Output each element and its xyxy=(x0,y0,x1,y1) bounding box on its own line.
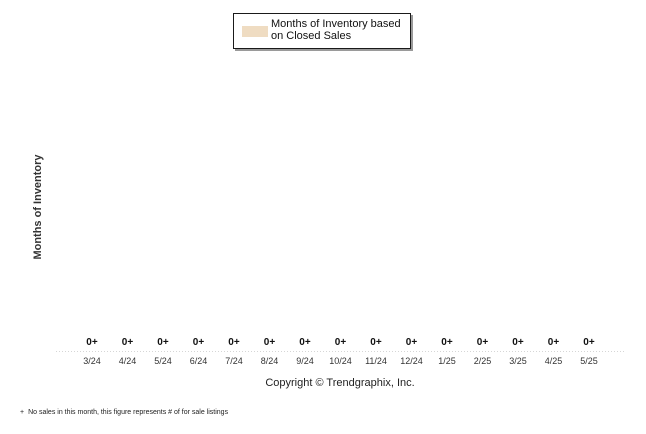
x-tick-label: 9/24 xyxy=(296,356,314,366)
data-label: 0+ xyxy=(299,337,311,348)
data-label: 0+ xyxy=(263,337,276,348)
x-tick-label: 1/25 xyxy=(438,356,456,366)
footnote-marker: + xyxy=(20,409,25,416)
data-label: 0+ xyxy=(334,337,347,348)
footnote-text: No sales in this month, this figure represents # of for sale listings xyxy=(28,409,229,416)
y-axis-title: Months of Inventory xyxy=(32,154,44,260)
x-tick-label: 12/24 xyxy=(400,356,423,366)
data-label: 0+ xyxy=(583,337,595,348)
x-tick-label: 6/24 xyxy=(189,356,208,366)
x-tick-label: 7/24 xyxy=(225,356,243,366)
copyright-text: Copyright © Trendgraphix, Inc. xyxy=(265,377,415,389)
data-label: 0+ xyxy=(157,337,169,348)
data-label: 0+ xyxy=(192,337,205,348)
x-tick-label: 4/25 xyxy=(544,356,563,366)
data-label: 0+ xyxy=(441,337,453,348)
x-tick-label: 2/25 xyxy=(473,356,492,366)
data-label: 0+ xyxy=(547,337,560,348)
legend-label: Months of Inventory based on Closed Sales xyxy=(271,18,401,42)
data-label: 0+ xyxy=(405,337,418,348)
x-tick-label: 10/24 xyxy=(329,356,352,366)
data-label: 0+ xyxy=(370,337,382,348)
x-tick-label: 5/24 xyxy=(154,356,172,366)
x-tick-label: 11/24 xyxy=(365,356,387,366)
data-label: 0+ xyxy=(86,337,98,348)
x-tick-label: 5/25 xyxy=(580,356,598,366)
x-tick-label: 3/25 xyxy=(509,356,527,366)
footnote xyxy=(20,409,228,416)
data-label: 0+ xyxy=(476,337,489,348)
data-label: 0+ xyxy=(512,337,524,348)
data-label: 0+ xyxy=(228,337,240,348)
x-tick-label: 3/24 xyxy=(83,356,101,366)
data-label: 0+ xyxy=(121,337,134,348)
data-labels-layer xyxy=(86,337,595,348)
x-tick-label: 4/24 xyxy=(118,356,137,366)
x-tick-label: 8/24 xyxy=(260,356,279,366)
x-tick-labels xyxy=(83,356,598,366)
